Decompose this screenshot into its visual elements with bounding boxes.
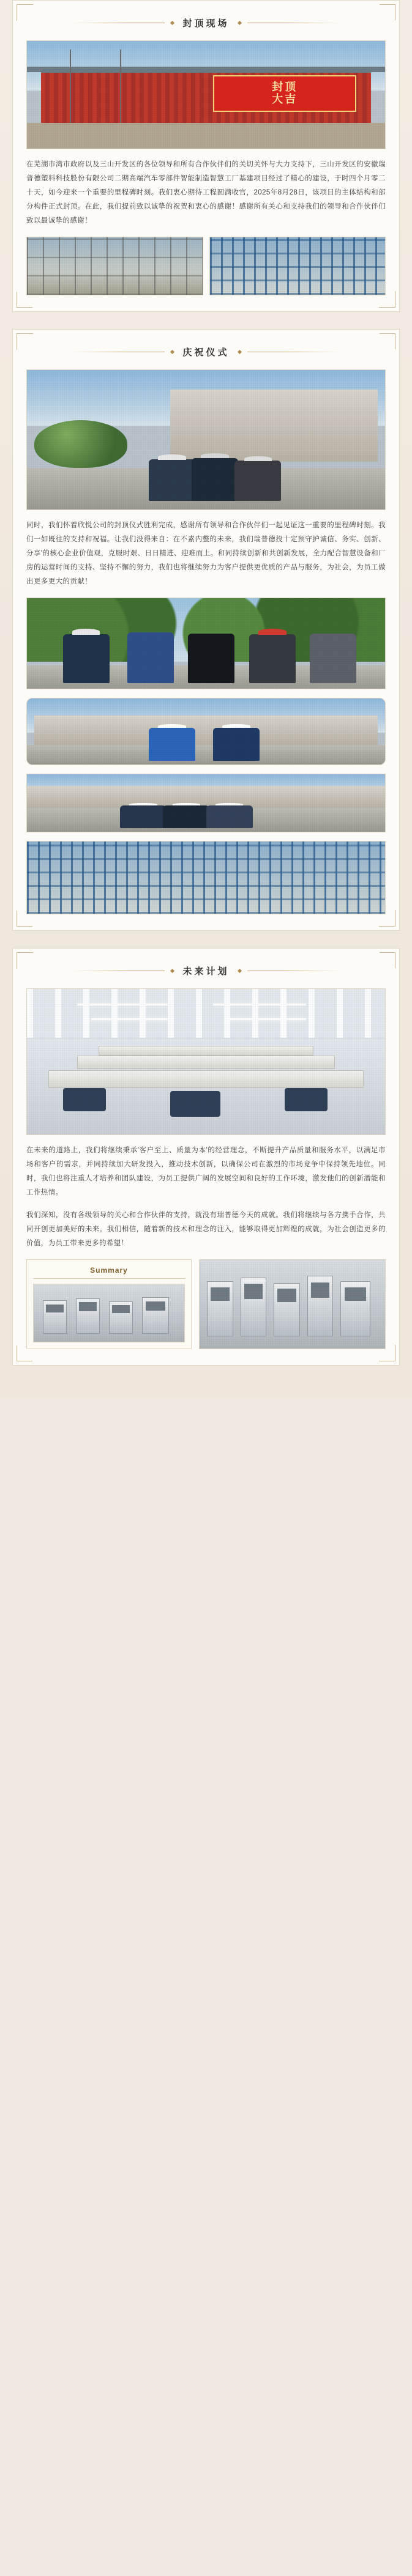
photo-grain [27,370,385,509]
summary-band [26,1259,386,1349]
banner-line-1: 封顶 [272,81,298,94]
corner-ornament-tr [380,4,395,20]
team-walking-site-photo [26,774,386,832]
section-celebration [12,329,400,931]
topping-out-banner-photo [26,40,386,149]
summary-card [26,1259,192,1349]
title-diamond-icon [170,21,174,25]
section-title-topping-out [26,17,386,29]
equipment-line-photo-small [33,1284,185,1342]
equipment-line-photo [199,1259,386,1349]
title-diamond-icon [170,969,174,973]
title-diamond-icon [237,350,241,354]
steel-structure-photo-1 [26,237,203,295]
photo-grain [27,698,385,764]
paragraph-topping-out: 在芜湖市湾市政府以及三山开发区的各位领导和所有合作伙伴们的关切关怀与大力支持下，三山开发区的安徽瑞普德塑料科技股份有限公司二期高端汽车零部件智能制造智慧工厂基建项目经过了精心的建设，于时四个月零二十天，如今迎来一个重要的里程碑时刻。我们衷心期待工程圆满收官，2025年8月28日，该项目的主体结构和部分构件正式封顶。在此，我们提前致以诚挚的祝贺和衷心的感谢！感谢所有关心和支持我们的领导和合作伙伴们致以最诚挚的感谢！ [26,161,386,224]
section-topping-out [12,0,400,312]
paragraph-future-plan-1: 在未来的道路上，我们将继续秉承'客户至上、质量为本'的经营理念，不断提升产品质量和服务水平，以满足市场和客户的需求，并同持续加大研发投入，推动技术创新，以确保公司在激烈的市场竞争中保持领先地位。同时，我们也将注重人才培养和团队建设，为员工提供广阔的发展空间和良好的工作环境，激发他们的创新潜能和工作热情。 [26,1147,386,1196]
gallery-topping-out [26,237,386,295]
photo-grain [27,774,385,832]
section-title-future-plan [26,964,386,977]
summary-label: Summary [33,1266,185,1279]
section-title-text: 未来计划 [182,966,230,977]
paragraph-future-plan-2: 我们深知，没有各级领导的关心和合作伙伴的支持，就没有瑞普德今天的成就。我们将继续与各方携手合作，共同开创更加美好的未来。我们相信，随着新的技术和理念的注入，能够取得更加辉煌的成就，为社会创造更多的价值，为员工带来更多的希望！ [26,1212,386,1247]
photo-grain [210,237,386,295]
photo-grain [27,842,385,914]
photo-grain [27,237,203,295]
team-group-photo-outdoor [26,598,386,689]
scaffold-structure-photo [26,841,386,914]
photo-grain [27,598,385,689]
two-workers-photo [26,698,386,765]
paragraph-celebration: 同时，我们怀着欣悦公司的封顶仪式胜利完成，感谢所有领导和合作伙伴们一起见证这一重要的里程碑时刻。我们一如既往的支持和祝福。让我们没得来自：在不素内整的未来，我们瑞普德投十定预守护诚信、务实、创新、分享'的核心企业价值观，克服时艰、日日精进、迎难而上。和同持续创新和共创新发展，全力配合智慧设备和厂房的运营时间的支持、坚持不懈的努力，我们也将继续努力为客户提供更优质的产品与服务，为社会，为员工做出更多更大的贡献！ [26,522,386,585]
steel-structure-photo-2 [209,237,386,295]
section-future-plan [12,948,400,1366]
corner-ornament-tr [380,333,395,349]
banner-line-2: 大吉 [272,93,298,106]
section-title-celebration [26,346,386,358]
photo-grain [27,41,385,149]
section-title-text: 封顶现场 [182,18,230,29]
corner-ornament-bl [17,1345,32,1361]
site-visit-group-photo [26,369,386,510]
new-office-interior-photo [26,988,386,1135]
section-title-text: 庆祝仪式 [182,347,230,358]
photo-grain [200,1260,385,1349]
title-diamond-icon [237,969,241,973]
photo-grain [27,989,385,1134]
title-diamond-icon [170,350,174,354]
title-diamond-icon [237,21,241,25]
corner-ornament-tr [380,952,395,968]
photo-grain [34,1284,184,1342]
